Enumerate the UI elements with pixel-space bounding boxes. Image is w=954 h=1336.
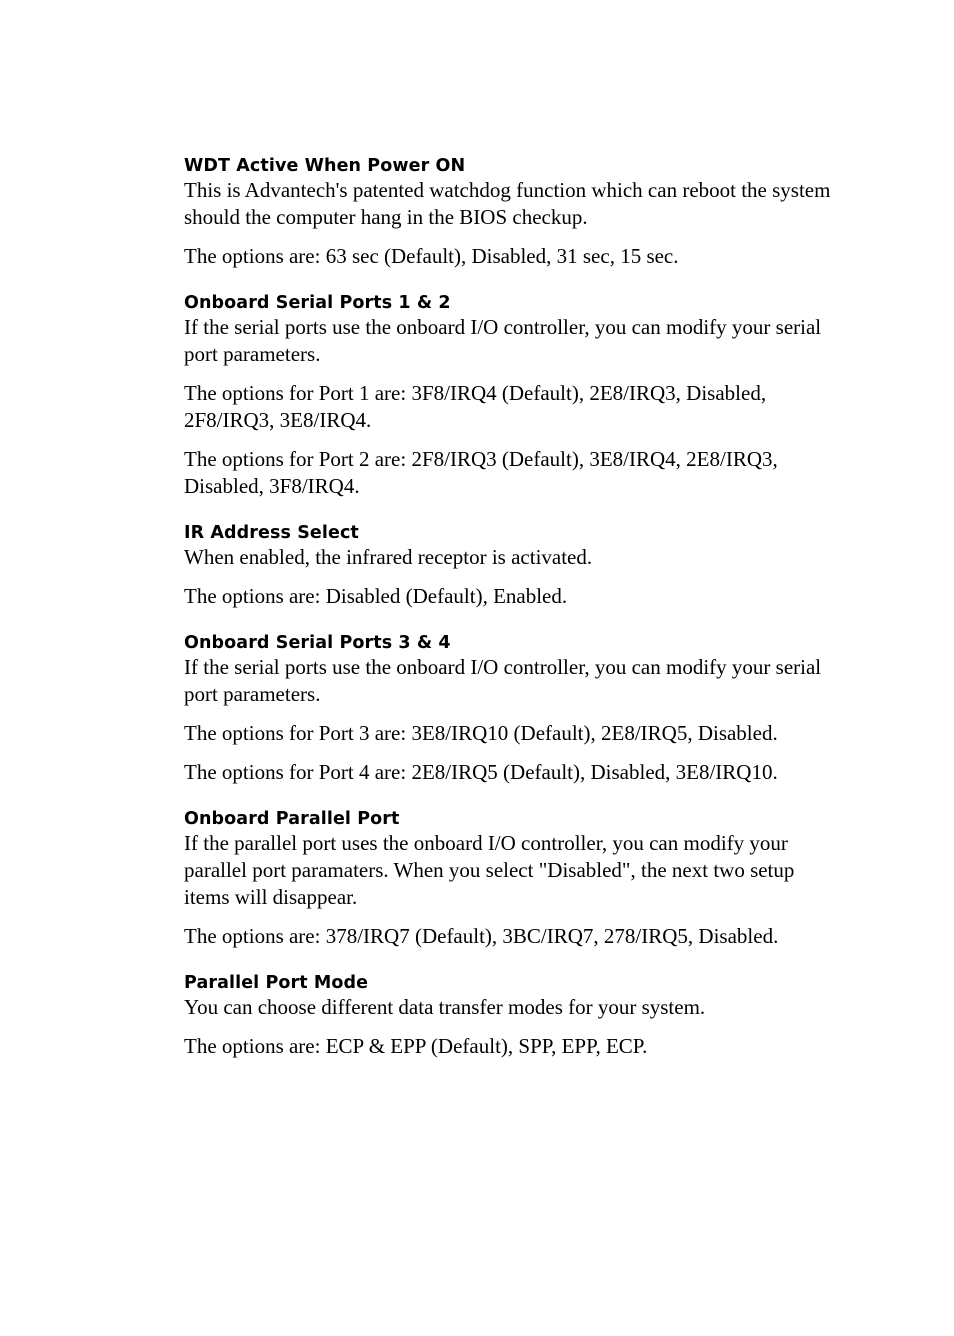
section-heading: Onboard Parallel Port: [184, 809, 400, 829]
section-paragraph: The options for Port 3 are: 3E8/IRQ10 (Default), 2E8/IRQ5, Disabled.: [184, 721, 778, 745]
section-serial-ports-1-2: [184, 292, 844, 500]
section-parallel-port: [184, 808, 844, 950]
section-paragraph: The options for Port 4 are: 2E8/IRQ5 (Default), Disabled, 3E8/IRQ10.: [184, 760, 778, 784]
section-ir-address: [184, 522, 844, 610]
section-paragraph: You can choose different data transfer modes for your system.: [184, 995, 706, 1019]
section-paragraph: If the serial ports use the onboard I/O controller, you can modify your serial port parameters.: [184, 315, 822, 366]
section-paragraph: The options for Port 1 are: 3F8/IRQ4 (Default), 2E8/IRQ3, Disabled, 2F8/IRQ3, 3E8/IRQ4.: [184, 381, 767, 432]
section-wdt-active: [184, 155, 844, 270]
section-paragraph: The options for Port 2 are: 2F8/IRQ3 (Default), 3E8/IRQ4, 2E8/IRQ3, Disabled, 3F8/IRQ4.: [184, 447, 778, 498]
section-heading: WDT Active When Power ON: [184, 156, 466, 176]
section-paragraph: If the serial ports use the onboard I/O controller, you can modify your serial port parameters.: [184, 655, 822, 706]
section-parallel-port-mode: [184, 972, 844, 1060]
document-page: [184, 155, 844, 1060]
section-paragraph: The options are: 378/IRQ7 (Default), 3BC/IRQ7, 278/IRQ5, Disabled.: [184, 924, 779, 948]
section-paragraph: The options are: 63 sec (Default), Disabled, 31 sec, 15 sec.: [184, 244, 679, 268]
section-heading: Onboard Serial Ports 1 & 2: [184, 293, 451, 313]
section-heading: Parallel Port Mode: [184, 973, 369, 993]
section-paragraph: This is Advantech's patented watchdog function which can reboot the system should the computer hang in the BIOS checkup.: [184, 178, 831, 229]
section-paragraph: The options are: ECP & EPP (Default), SPP, EPP, ECP.: [184, 1034, 648, 1058]
section-paragraph: If the parallel port uses the onboard I/O controller, you can modify your parallel port paramaters. When you select "Disabled", the next two setup items will disappear.: [184, 831, 795, 909]
section-heading: Onboard Serial Ports 3 & 4: [184, 633, 451, 653]
section-paragraph: The options are: Disabled (Default), Enabled.: [184, 584, 568, 608]
section-heading: IR Address Select: [184, 523, 359, 543]
section-serial-ports-3-4: [184, 632, 844, 786]
section-paragraph: When enabled, the infrared receptor is activated.: [184, 545, 593, 569]
